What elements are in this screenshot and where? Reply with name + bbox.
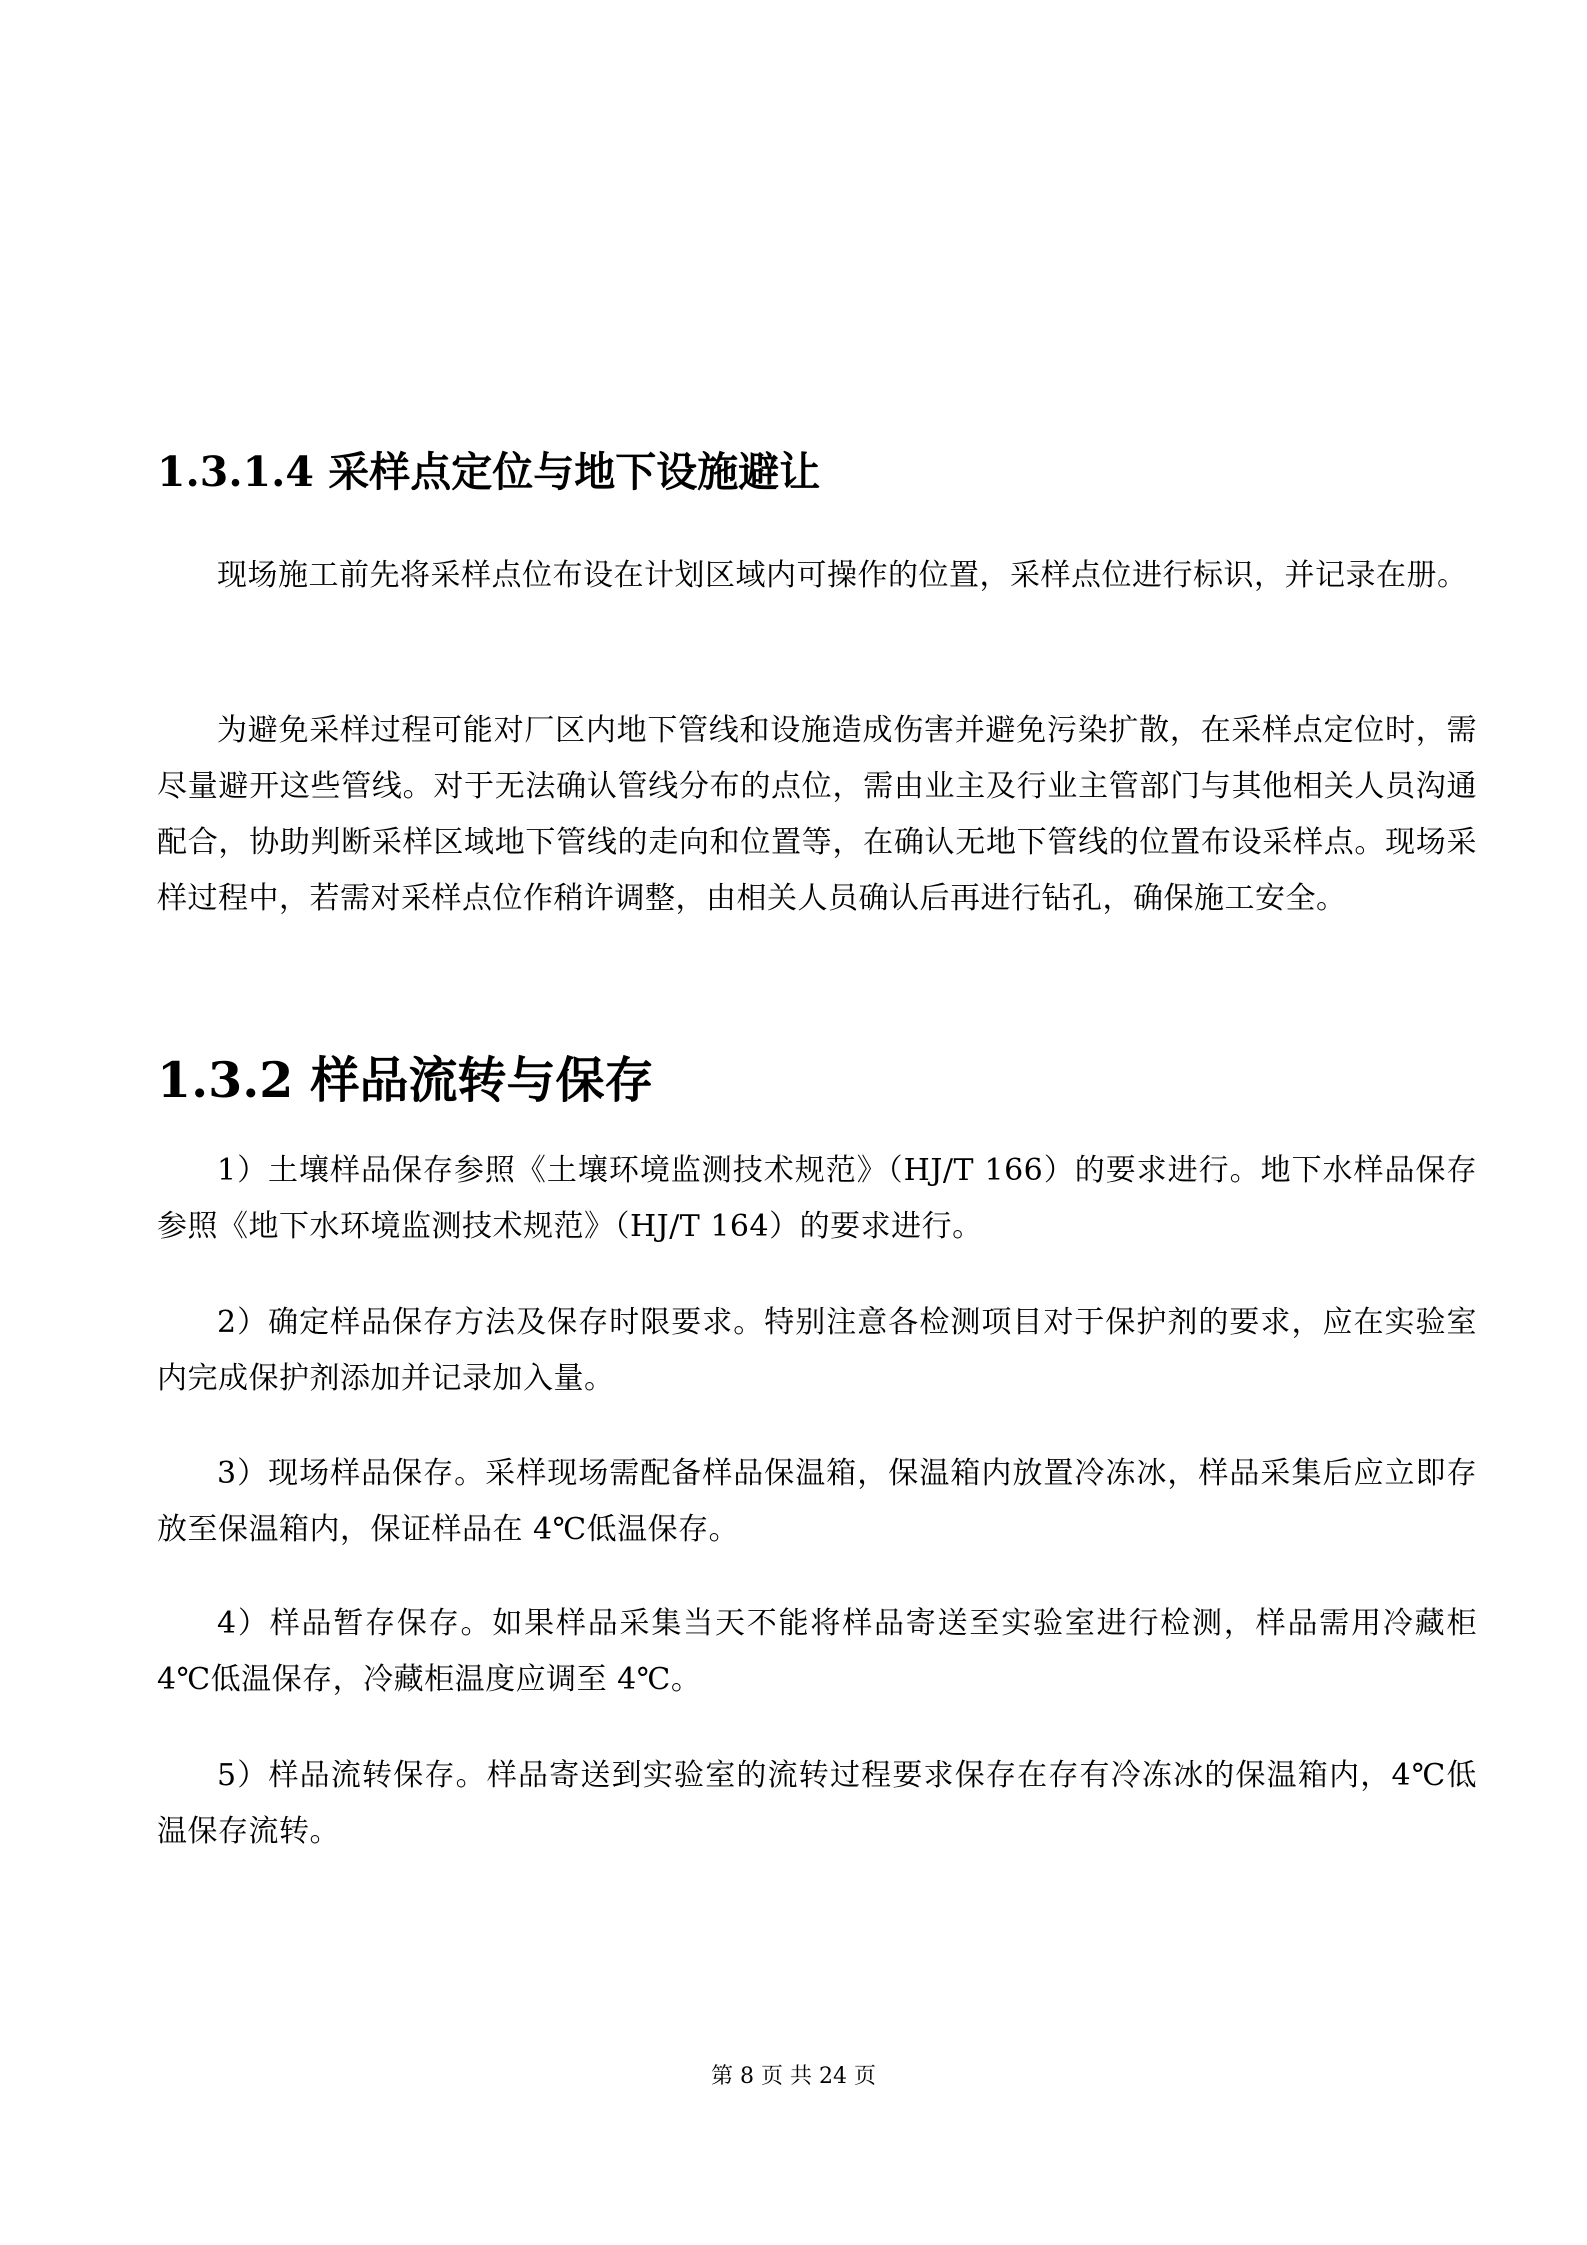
paragraph: 4）样品暂存保存。如果样品采集当天不能将样品寄送至实验室进行检测，样品需用冷藏柜4℃低温保存，冷藏柜温度应调至 4℃。 bbox=[157, 1606, 1477, 1697]
paragraph: 1）土壤样品保存参照《土壤环境监测技术规范》（HJ/T 166）的要求进行。地下水样品保存参照《地下水环境监测技术规范》（HJ/T 164）的要求进行。 bbox=[157, 1153, 1477, 1244]
paragraph: 5）样品流转保存。样品寄送到实验室的流转过程要求保存在存有冷冻冰的保温箱内，4℃低温保存流转。 bbox=[157, 1758, 1477, 1849]
paragraph: 2）确定样品保存方法及保存时限要求。特别注意各检测项目对于保护剂的要求，应在实验室内完成保护剂添加并记录加入量。 bbox=[157, 1305, 1477, 1396]
section-heading-1314: 1.3.1.4 采样点定位与地下设施避让 bbox=[157, 448, 821, 496]
section-heading-132: 1.3.2 样品流转与保存 bbox=[157, 1051, 654, 1109]
paragraph: 为避免采样过程可能对厂区内地下管线和设施造成伤害并避免污染扩散，在采样点定位时，需尽量避开这些管线。对于无法确认管线分布的点位，需由业主及行业主管部门与其他相关人员沟通配合，协助判断采样区域地下管线的走向和位置等，在确认无地下管线的位置布设采样点。现场采样过程中，若需对采样点位作稍许调整，由相关人员确认后再进行钻孔，确保施工安全。 bbox=[157, 713, 1477, 916]
page-number-footer: 第 8 页 共 24 页 bbox=[711, 2064, 876, 2089]
paragraph: 现场施工前先将采样点位布设在计划区域内可操作的位置，采样点位进行标识，并记录在册。 bbox=[217, 558, 1468, 593]
paragraph: 3）现场样品保存。采样现场需配备样品保温箱，保温箱内放置冷冻冰，样品采集后应立即存放至保温箱内，保证样品在 4℃低温保存。 bbox=[157, 1456, 1477, 1547]
